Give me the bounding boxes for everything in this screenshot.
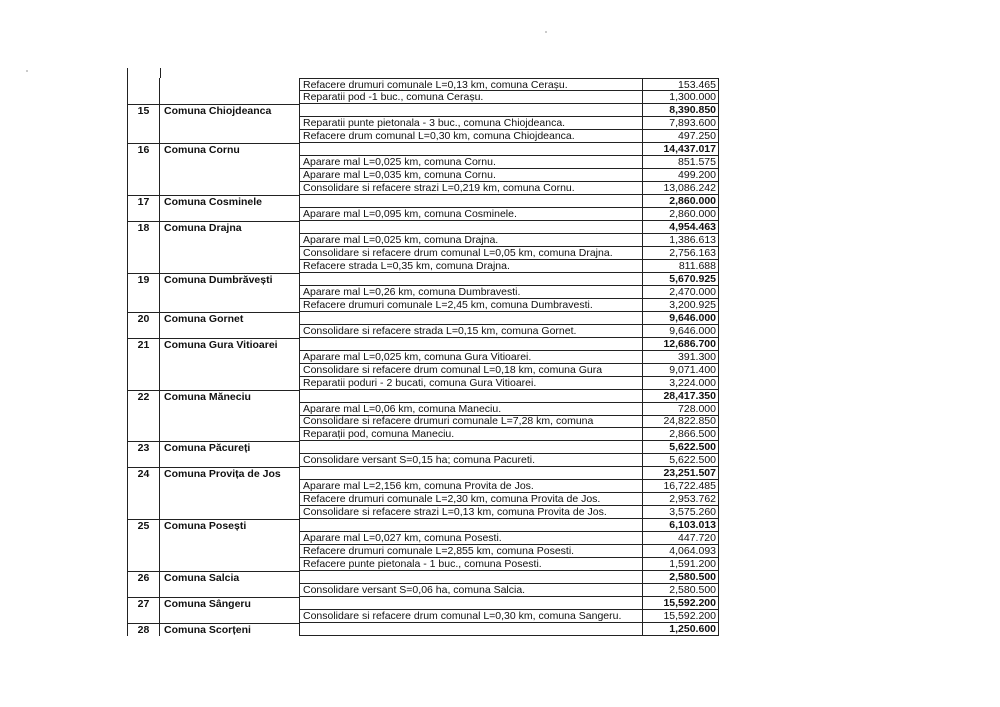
item-description: Aparare mal L=0,025 km, comuna Cornu.: [299, 156, 643, 169]
commune-name-cell: [159, 260, 300, 273]
row-number-cell: [127, 506, 159, 519]
commune-name-cell: [159, 493, 300, 506]
item-value: 2,756.163: [642, 247, 719, 260]
commune-header-row: [127, 104, 719, 117]
item-description-empty: [299, 312, 643, 325]
commune-name: Comuna Chiojdeanca: [159, 104, 300, 117]
item-description: Refacere drumuri comunale L=2,855 km, comuna Posesti.: [299, 545, 643, 558]
item-description: Consolidare si refacere drum comunal L=0,05 km, comuna Drajna.: [299, 247, 643, 260]
item-description-empty: [299, 597, 643, 610]
commune-name-cell: [159, 532, 300, 545]
commune-name: Comuna Scorțeni: [159, 623, 300, 636]
scan-speck: [545, 31, 547, 33]
row-number: 25: [127, 519, 159, 532]
item-description: Aparare mal L=0,035 km, comuna Cornu.: [299, 169, 643, 182]
commune-header-row: [127, 312, 719, 325]
item-value: 391.300: [642, 351, 719, 364]
commune-name: Comuna Posești: [159, 519, 300, 532]
commune-name-cell: [159, 169, 300, 182]
scan-speck: [26, 70, 28, 72]
row-number-cell: [127, 208, 159, 221]
commune-name-cell: [159, 415, 300, 428]
item-value: 15,592.200: [642, 610, 719, 623]
item-description: Aparare mal L=0,025 km, comuna Gura Vitioarei.: [299, 351, 643, 364]
commune-total: 9,646.000: [642, 312, 719, 325]
table-row: [127, 234, 719, 247]
item-value: 9,646.000: [642, 325, 719, 338]
table-row: [127, 493, 719, 506]
table-row: [127, 169, 719, 182]
commune-name-cell: [159, 247, 300, 260]
item-description-empty: [299, 221, 643, 234]
row-number: 27: [127, 597, 159, 610]
item-value: 2,580.500: [642, 584, 719, 597]
row-number-cell: [127, 156, 159, 169]
commune-name: Comuna Gura Vitioarei: [159, 338, 300, 351]
row-number-cell: [127, 493, 159, 506]
table-row: [127, 480, 719, 493]
commune-name-cell: [159, 299, 300, 312]
item-description-empty: [299, 195, 643, 208]
item-description: Consolidare si refacere strazi L=0,219 km, comuna Cornu.: [299, 182, 643, 195]
item-description: Refacere drumuri comunale L=2,30 km, comuna Provita de Jos.: [299, 493, 643, 506]
commune-total: 2,580.500: [642, 571, 719, 584]
item-description: Aparare mal L=0,095 km, comuna Cosminele.: [299, 208, 643, 221]
item-description: Refacere drum comunal L=0,30 km, comuna Chiojdeanca.: [299, 130, 643, 143]
row-number-cell: [127, 545, 159, 558]
table-row: [127, 545, 719, 558]
item-value: 24,822.850: [642, 415, 719, 428]
item-description: Reparatii pod -1 buc., comuna Cerașu.: [299, 91, 643, 104]
item-description-empty: [299, 338, 643, 351]
commune-header-row: [127, 519, 719, 532]
commune-total: 5,670.925: [642, 273, 719, 286]
table-row: [127, 532, 719, 545]
table-row: [127, 260, 719, 273]
commune-name: Comuna Gornet: [159, 312, 300, 325]
commune-name-cell: [159, 480, 300, 493]
commune-name: Comuna Salcia: [159, 571, 300, 584]
table-row: [127, 299, 719, 312]
item-description: Consolidare versant S=0,15 ha; comuna Pacureti.: [299, 454, 643, 467]
item-description: Aparare mal L=0,027 km, comuna Posesti.: [299, 532, 643, 545]
commune-name-cell: [159, 584, 300, 597]
item-description: Aparare mal L=0,025 km, comuna Drajna.: [299, 234, 643, 247]
item-value: 153.465: [642, 78, 719, 91]
commune-header-row: [127, 467, 719, 480]
commune-name: Comuna Drajna: [159, 221, 300, 234]
table-row: [127, 403, 719, 416]
commune-header-row: [127, 338, 719, 351]
item-value: 2,470.000: [642, 286, 719, 299]
row-number-cell: [127, 260, 159, 273]
item-description-empty: [299, 143, 643, 156]
item-description: Consolidare si refacere strada L=0,15 km, comuna Gornet.: [299, 325, 643, 338]
row-number: 18: [127, 221, 159, 234]
commune-name: Comuna Păcureți: [159, 441, 300, 454]
row-number-cell: [127, 584, 159, 597]
commune-name-cell: [159, 351, 300, 364]
table-continuation-lines: [127, 68, 301, 78]
row-number: 19: [127, 273, 159, 286]
item-value: 1,591.200: [642, 558, 719, 571]
commune-total: 6,103.013: [642, 519, 719, 532]
row-number-cell: [127, 377, 159, 390]
table-row: [127, 78, 719, 91]
table-row: [127, 506, 719, 519]
item-description: Refacere drumuri comunale L=2,45 km, comuna Dumbravesti.: [299, 299, 643, 312]
commune-total: 1,250.600: [642, 623, 719, 636]
item-value: 447.720: [642, 532, 719, 545]
row-number-cell: [127, 78, 159, 91]
commune-name: Comuna Măneciu: [159, 390, 300, 403]
row-number: 15: [127, 104, 159, 117]
item-description: Consolidare versant S=0,06 ha, comuna Salcia.: [299, 584, 643, 597]
commune-name: Comuna Cornu: [159, 143, 300, 156]
item-description-empty: [299, 390, 643, 403]
item-value: 13,086.242: [642, 182, 719, 195]
item-description-empty: [299, 441, 643, 454]
item-description-empty: [299, 519, 643, 532]
item-value: 9,071.400: [642, 364, 719, 377]
row-number: 28: [127, 623, 159, 636]
commune-name: Comuna Provița de Jos: [159, 467, 300, 480]
table-row: [127, 325, 719, 338]
item-description: Consolidare si refacere drum comunal L=0,18 km, comuna Gura: [299, 364, 643, 377]
commune-name-cell: [159, 364, 300, 377]
row-number-cell: [127, 480, 159, 493]
commune-name-cell: [159, 234, 300, 247]
commune-name-cell: [159, 428, 300, 441]
table-row: [127, 117, 719, 130]
item-value: 499.200: [642, 169, 719, 182]
row-number: 24: [127, 467, 159, 480]
row-number-cell: [127, 558, 159, 571]
item-value: 5,622.500: [642, 454, 719, 467]
table-row: [127, 208, 719, 221]
item-description: Aparare mal L=2,156 km, comuna Provita de Jos.: [299, 480, 643, 493]
commune-name-cell: [159, 545, 300, 558]
commune-name: Comuna Cosminele: [159, 195, 300, 208]
table-row: [127, 558, 719, 571]
table-row: [127, 130, 719, 143]
table-row: [127, 247, 719, 260]
row-number-cell: [127, 299, 159, 312]
commune-header-row: [127, 571, 719, 584]
row-number-cell: [127, 169, 159, 182]
row-number-cell: [127, 234, 159, 247]
commune-name-cell: [159, 156, 300, 169]
commune-name-cell: [159, 208, 300, 221]
commune-name-cell: [159, 377, 300, 390]
commune-total: 8,390.850: [642, 104, 719, 117]
row-number-cell: [127, 403, 159, 416]
table-row: [127, 286, 719, 299]
row-number-cell: [127, 325, 159, 338]
row-number: 20: [127, 312, 159, 325]
item-value: 2,860.000: [642, 208, 719, 221]
item-value: 3,224.000: [642, 377, 719, 390]
item-value: 2,866.500: [642, 428, 719, 441]
item-description-empty: [299, 571, 643, 584]
row-number-cell: [127, 610, 159, 623]
commune-total: 23,251.507: [642, 467, 719, 480]
item-value: 3,575.260: [642, 506, 719, 519]
commune-name-cell: [159, 558, 300, 571]
item-description: Refacere punte pietonala - 1 buc., comuna Posesti.: [299, 558, 643, 571]
row-number-cell: [127, 364, 159, 377]
item-description-empty: [299, 273, 643, 286]
table-row: [127, 91, 719, 104]
commune-name: Comuna Sângeru: [159, 597, 300, 610]
table-row: [127, 454, 719, 467]
item-value: 851.575: [642, 156, 719, 169]
commune-total: 5,622.500: [642, 441, 719, 454]
row-number-cell: [127, 182, 159, 195]
commune-name-cell: [159, 78, 300, 91]
row-number: 26: [127, 571, 159, 584]
item-value: 728.000: [642, 403, 719, 416]
commune-total: 2,860.000: [642, 195, 719, 208]
commune-total: 14,437.017: [642, 143, 719, 156]
item-value: 811.688: [642, 260, 719, 273]
commune-header-row: [127, 221, 719, 234]
row-number-cell: [127, 454, 159, 467]
commune-header-row: [127, 623, 719, 636]
item-value: 1,300.000: [642, 91, 719, 104]
item-value: 497.250: [642, 130, 719, 143]
commune-total: 12,686.700: [642, 338, 719, 351]
commune-name-cell: [159, 117, 300, 130]
table-row: [127, 428, 719, 441]
item-description: Reparatii poduri - 2 bucati, comuna Gura Vitioarei.: [299, 377, 643, 390]
item-description: Refacere drumuri comunale L=0,13 km, comuna Cerașu.: [299, 78, 643, 91]
commune-name-cell: [159, 91, 300, 104]
item-value: 16,722.485: [642, 480, 719, 493]
commune-name-cell: [159, 454, 300, 467]
commune-total: 4,954.463: [642, 221, 719, 234]
commune-name-cell: [159, 182, 300, 195]
commune-header-row: [127, 143, 719, 156]
row-number-cell: [127, 532, 159, 545]
item-description: Reparații pod, comuna Maneciu.: [299, 428, 643, 441]
item-description-empty: [299, 467, 643, 480]
row-number: 16: [127, 143, 159, 156]
item-description: Aparare mal L=0,06 km, comuna Maneciu.: [299, 403, 643, 416]
row-number-cell: [127, 91, 159, 104]
item-description: Refacere strada L=0,35 km, comuna Drajna.: [299, 260, 643, 273]
item-description: Aparare mal L=0,26 km, comuna Dumbravesti.: [299, 286, 643, 299]
item-description: Consolidare si refacere strazi L=0,13 km, comuna Provita de Jos.: [299, 506, 643, 519]
commune-name-cell: [159, 325, 300, 338]
row-number-cell: [127, 130, 159, 143]
table-row: [127, 377, 719, 390]
row-number: 22: [127, 390, 159, 403]
commune-name: Comuna Dumbrăvești: [159, 273, 300, 286]
item-description-empty: [299, 623, 643, 636]
item-description: Consolidare si refacere drum comunal L=0,30 km, comuna Sangeru.: [299, 610, 643, 623]
commune-total: 28,417.350: [642, 390, 719, 403]
table-row: [127, 610, 719, 623]
commune-total: 15,592.200: [642, 597, 719, 610]
commune-name-cell: [159, 286, 300, 299]
row-number: 23: [127, 441, 159, 454]
commune-name-cell: [159, 403, 300, 416]
item-description: Consolidare si refacere drumuri comunale L=7,28 km, comuna: [299, 415, 643, 428]
table-row: [127, 351, 719, 364]
commune-header-row: [127, 273, 719, 286]
row-number-cell: [127, 286, 159, 299]
row-number: 17: [127, 195, 159, 208]
item-value: 7,893.600: [642, 117, 719, 130]
row-number-cell: [127, 415, 159, 428]
commune-name-cell: [159, 130, 300, 143]
table-row: [127, 364, 719, 377]
row-number: 21: [127, 338, 159, 351]
commune-header-row: [127, 195, 719, 208]
item-value: 3,200.925: [642, 299, 719, 312]
item-value: 2,953.762: [642, 493, 719, 506]
table-row: [127, 415, 719, 428]
row-number-cell: [127, 117, 159, 130]
commune-header-row: [127, 390, 719, 403]
row-number-cell: [127, 247, 159, 260]
commune-header-row: [127, 597, 719, 610]
item-description-empty: [299, 104, 643, 117]
item-description: Reparatii punte pietonala - 3 buc., comuna Chiojdeanca.: [299, 117, 643, 130]
table-row: [127, 584, 719, 597]
row-number-cell: [127, 428, 159, 441]
commune-name-cell: [159, 610, 300, 623]
table-row: [127, 182, 719, 195]
table-row: [127, 156, 719, 169]
item-value: 1,386.613: [642, 234, 719, 247]
commune-name-cell: [159, 506, 300, 519]
row-number-cell: [127, 351, 159, 364]
item-value: 4,064.093: [642, 545, 719, 558]
commune-header-row: [127, 441, 719, 454]
